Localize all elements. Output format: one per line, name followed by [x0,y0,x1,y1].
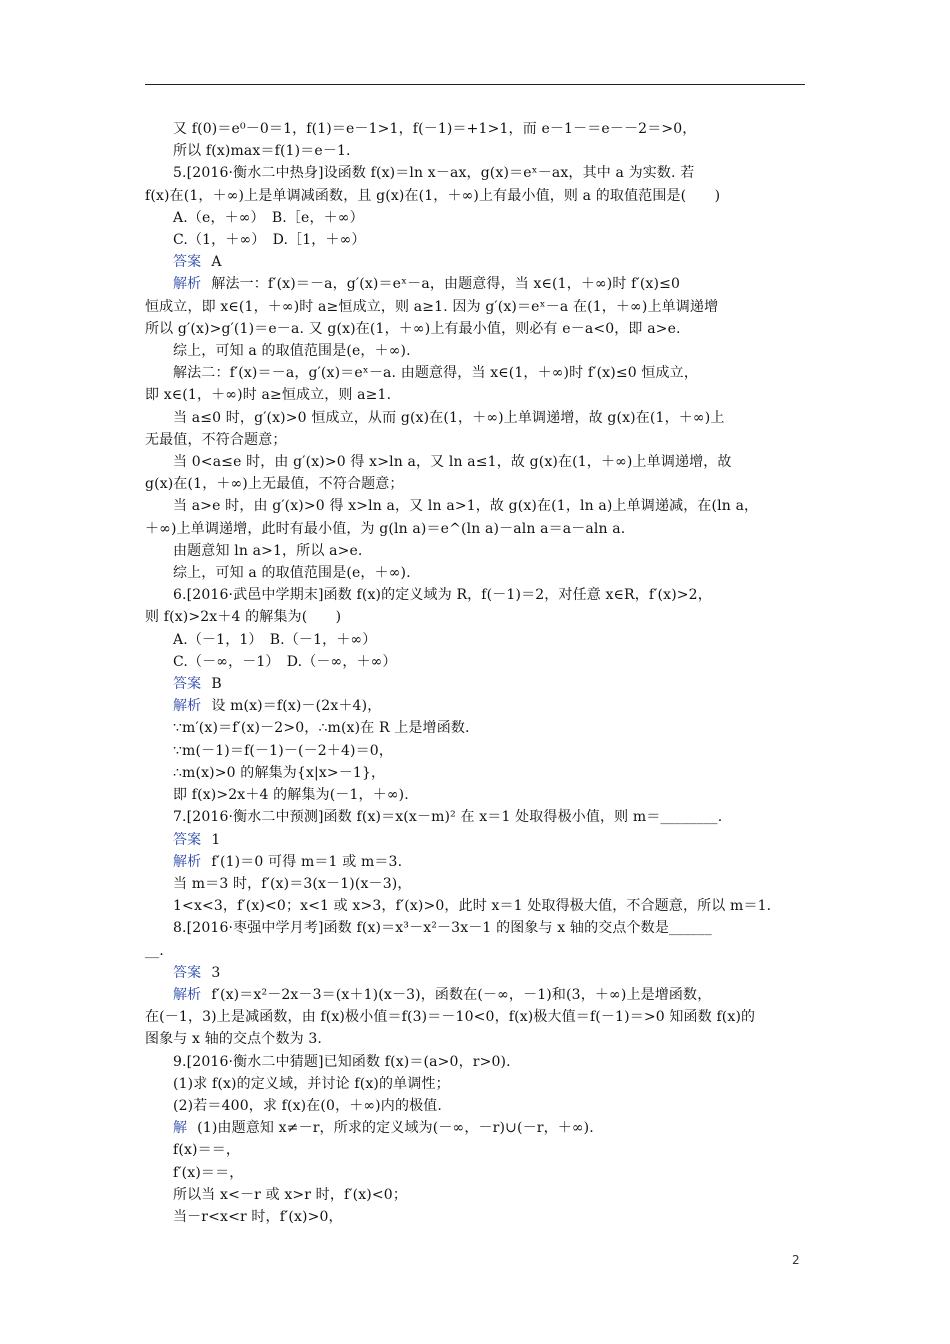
line-text: 则 f(x)>2x＋4 的解集为( ) [145,609,342,626]
line-text: 6.[2016·武邑中学期末]函数 f(x)的定义域为 R，f(－1)＝2，对任意 x∈R，f′(x)>2， [173,587,712,604]
text-line [145,118,807,140]
line-text: 7.[2016·衡水二中预测]函数 f(x)＝x(x－m)² 在 x＝1 处取得极小值，则 m＝________. [173,809,723,826]
line-text: 解法一：f′(x)＝－a，g′(x)＝eˣ－a，由题意得，当 x∈(1，＋∞)时 f′(x)≤0 [211,276,681,293]
answer-tag: 解析 [173,276,202,293]
text-line [145,518,807,540]
line-text: A.（－1，1） B.（－1，＋∞） [173,631,377,648]
line-text: 5.[2016·衡水二中热身]设函数 f(x)＝ln x－ax，g(x)＝eˣ－ax，其中 a 为实数. 若 [173,165,695,182]
text-line [145,895,807,917]
text-line [145,140,807,162]
answer-tag: 答案 [173,254,202,271]
text-line [145,584,807,606]
line-text: 又 f(0)＝e⁰－0＝1，f(1)＝e－1>1，f(－1)＝+1>1，而 e－1－＝e－－2＝>0， [173,121,697,137]
text-line [145,1073,807,1095]
text-line [145,673,807,695]
text-line [145,384,807,406]
text-line [145,540,807,562]
text-line [145,318,807,340]
text-line [145,1139,807,1161]
line-text: 当－r<x<r 时，f′(x)>0， [173,1208,343,1225]
text-line [145,429,807,451]
line-text: 8.[2016·枣强中学月考]函数 f(x)＝x³－x²－3x－1 的图象与 x 轴的交点个数是______ [173,920,712,937]
answer-tag: 答案 [173,676,202,693]
text-line [145,296,807,318]
text-line [145,1184,807,1206]
line-text: 所以 f(x)max＝f(1)＝e－1. [173,143,351,160]
text-line [145,162,807,184]
text-line [145,1051,807,1073]
line-text: 1<x<3，f′(x)<0；x<1 或 x>3，f′(x)>0，此时 x＝1 处取得极大值，不合题意，所以 m＝1. [173,898,772,915]
text-line [145,940,807,962]
page-number: 2 [792,1253,800,1267]
line-text: __. [145,942,164,959]
text-line [145,606,807,628]
line-text: 所以当 x<－r 或 x>r 时，f′(x)<0； [173,1186,408,1203]
line-text: C.（－∞，－1） D.（－∞，＋∞） [173,653,397,670]
line-text: 所以 g′(x)>g′(1)＝e－a. 又 g(x)在(1，＋∞)上有最小值，则必有 e－a<0，即 a>e. [145,320,681,337]
text-line [145,451,807,473]
line-text: B [211,676,222,693]
text-line [145,873,807,895]
line-text: 即 f(x)>2x＋4 的解集为(－1，＋∞). [173,787,409,804]
line-text: 当 a≤0 时，g′(x)>0 恒成立，从而 g(x)在(1，＋∞)上单调递增，故 g(x)在(1，＋∞)上 [173,409,725,426]
line-text: ＋∞)上单调递增，此时有最小值，为 g(ln a)＝e^(ln a)－aln a＝a－aln a. [145,520,626,537]
text-line [145,762,807,784]
line-text: ∴m(x)>0 的解集为{x|x>－1}， [173,764,386,781]
text-line [145,851,807,873]
text-line [145,362,807,384]
line-text: 3 [211,964,221,981]
text-line [145,962,807,984]
line-text: A [211,254,222,271]
line-text: f′(1)＝0 可得 m＝1 或 m＝3. [211,853,403,870]
line-text: g(x)在(1，＋∞)上无最值，不符合题意； [145,476,404,493]
answer-tag: 解 [173,1120,188,1137]
answer-tag: 解析 [173,698,202,715]
line-text: 恒成立，即 x∈(1，＋∞)时 a≥恒成立，则 a≥1. 因为 g′(x)＝eˣ－a 在(1，＋∞)上单调递增 [145,298,719,315]
text-line [145,562,807,584]
text-line [145,207,807,229]
header-rule [145,84,805,85]
text-line [145,1206,807,1228]
line-text: A.（e，＋∞） B.［e，＋∞） [173,209,364,226]
line-text: f(x)＝＝， [173,1142,241,1159]
text-line [145,651,807,673]
answer-tag: 答案 [173,964,202,981]
line-text: C.（1，＋∞） D.［1，＋∞） [173,232,366,249]
line-text: 9.[2016·衡水二中猜题]已知函数 f(x)＝(a>0，r>0). [173,1053,511,1070]
text-line [145,717,807,739]
line-text: f′(x)＝x²－2x－3＝(x＋1)(x－3)，函数在(－∞，－1)和(3，＋∞)上是增函数， [211,986,712,1003]
text-line [145,629,807,651]
answer-tag: 解析 [173,986,202,1003]
line-text: f′(x)＝＝， [173,1164,244,1181]
line-text: 即 x∈(1，＋∞)时 a≥恒成立，则 a≥1. [145,387,392,404]
line-text: 在(－1，3)上是减函数，由 f(x)极小值＝f(3)＝－10<0，f(x)极大值＝f(－1)＝>0 知函数 f(x)的 [145,1009,756,1026]
line-text: 解法二：f′(x)＝－a，g′(x)＝eˣ－a. 由题意得，当 x∈(1，＋∞)时 f′(x)≤0 恒成立， [173,365,698,382]
line-text: f(x)在(1，＋∞)上是单调减函数，且 g(x)在(1，＋∞)上有最小值，则 a 的取值范围是( ) [145,187,721,204]
line-text: 由题意知 ln a>1，所以 a>e. [173,542,363,559]
text-line [145,407,807,429]
text-line [145,806,807,828]
text-line [145,829,807,851]
line-text: 当 0<a≤e 时，由 g′(x)>0 得 x>ln a，又 ln a≤1，故 g(x)在(1，＋∞)上单调递增，故 [173,454,732,471]
line-text: 设 m(x)＝f(x)－(2x＋4)， [211,698,382,715]
line-text: 综上，可知 a 的取值范围是(e，＋∞). [173,565,411,582]
text-line [145,1028,807,1050]
line-text: (1)由题意知 x≠－r，所求的定义域为(－∞，－r)∪(－r，＋∞). [197,1120,594,1137]
document-body [145,118,807,1228]
line-text: ∵m′(x)＝f′(x)－2>0，∴m(x)在 R 上是增函数. [173,720,470,737]
line-text: 图象与 x 轴的交点个数为 3. [145,1031,323,1048]
text-line [145,229,807,251]
answer-tag: 答案 [173,831,202,848]
text-line [145,185,807,207]
line-text: ∵m(－1)＝f(－1)－(－2＋4)＝0， [173,742,393,759]
text-line [145,340,807,362]
text-line [145,1006,807,1028]
line-text: 当 a>e 时，由 g′(x)>0 得 x>ln a，又 ln a>1，故 g(x)在(1，ln a)上单调递减，在(ln a， [173,498,759,515]
text-line [145,273,807,295]
text-line [145,473,807,495]
answer-tag: 解析 [173,853,202,870]
text-line [145,984,807,1006]
text-line [145,917,807,939]
text-line [145,1095,807,1117]
text-line [145,495,807,517]
text-line [145,740,807,762]
line-text: 当 m＝3 时，f′(x)＝3(x－1)(x－3)， [173,875,412,892]
text-line [145,695,807,717]
text-line [145,784,807,806]
line-text: (2)若＝400，求 f(x)在(0，＋∞)内的极值. [173,1097,442,1114]
line-text: 综上，可知 a 的取值范围是(e，＋∞). [173,343,411,360]
line-text: 无最值，不符合题意； [145,431,287,448]
text-line [145,1117,807,1139]
line-text: (1)求 f(x)的定义域，并讨论 f(x)的单调性； [173,1075,450,1092]
line-text: 1 [211,831,221,848]
text-line [145,1162,807,1184]
text-line [145,251,807,273]
